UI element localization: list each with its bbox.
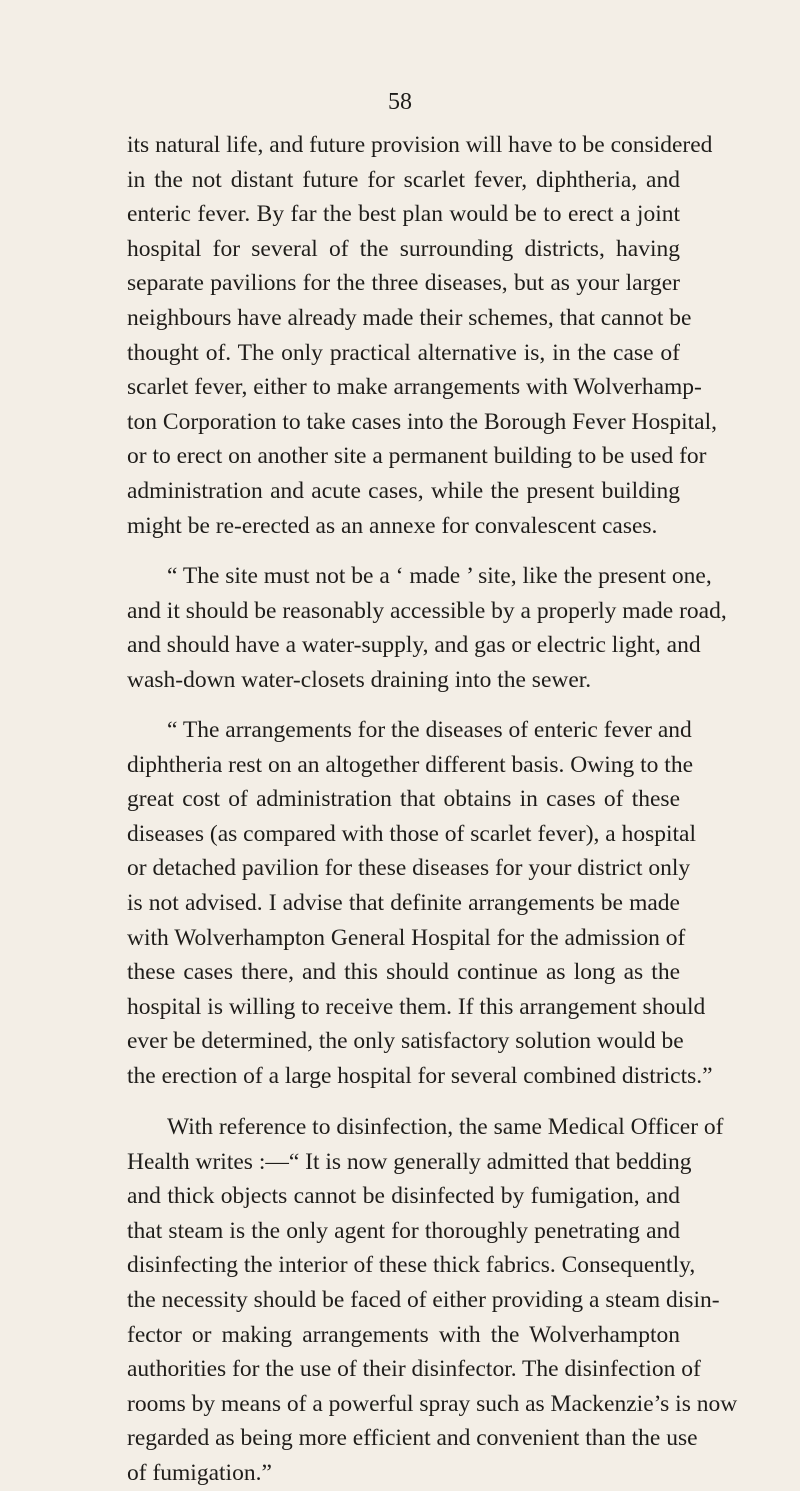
- text-line: Health writes :—“ It is now generally admitted that bedding: [127, 1148, 692, 1175]
- paragraph-2: [127, 559, 727, 697]
- text-line: fector or making arrangements with the Wolverhampton: [127, 1321, 680, 1348]
- text-line: regarded as being more efficient and convenient than the use: [127, 1425, 698, 1452]
- text-line: these cases there, and this should continue as long as the: [127, 959, 680, 986]
- text-line: diseases (as compared with those of scarlet fever), a hospital: [127, 820, 697, 847]
- text-line: separate pavilions for the three diseases, but as your larger: [127, 270, 680, 297]
- text-line: of fumigation.”: [127, 1459, 272, 1486]
- text-line: and it should be reasonably accessible by a properly made road,: [127, 597, 727, 624]
- page-number: 58: [388, 89, 412, 115]
- text-line: or detached pavilion for these diseases for your district only: [127, 855, 691, 882]
- text-line: authorities for the use of their disinfector. The disinfection of: [127, 1356, 701, 1383]
- text-line: ton Corporation to take cases into the Borough Fever Hospital,: [127, 408, 718, 435]
- text-line: “ The site must not be a ‘ made ’ site, like the present one,: [167, 563, 712, 589]
- text-line: wash-down water-closets draining into the sewer.: [127, 666, 592, 693]
- text-line: great cost of administration that obtains in cases of these: [127, 786, 680, 813]
- text-line: enteric fever. By far the best plan would be to erect a joint: [127, 201, 680, 228]
- text-line: might be re-erected as an annexe for convalescent cases.: [127, 512, 658, 539]
- text-line: that steam is the only agent for thoroughly penetrating and: [127, 1217, 680, 1244]
- text-line: and thick objects cannot be disinfected by fumigation, and: [127, 1183, 680, 1210]
- text-line: is not advised. I advise that definite arrangements be made: [127, 889, 680, 916]
- text-line: ever be determined, the only satisfactory solution would be: [127, 1028, 684, 1055]
- paragraph-1: [127, 128, 718, 543]
- text-line: or to erect on another site a permanent building to be used for: [127, 443, 707, 470]
- text-line: rooms by means of a powerful spray such as Mackenzie’s is now: [127, 1390, 738, 1417]
- text-line: with Wolverhampton General Hospital for the admission of: [127, 924, 686, 951]
- text-line: thought of. The only practical alternative is, in the case of: [127, 339, 680, 366]
- text-line: neighbours have already made their schemes, that cannot be: [127, 304, 692, 331]
- text-line: in the not distant future for scarlet fever, diphtheria, and: [127, 166, 680, 193]
- text-line: hospital for several of the surrounding districts, having: [127, 235, 680, 262]
- text-line: the necessity should be faced of either providing a steam disin-: [127, 1286, 720, 1313]
- text-line: its natural life, and future provision will have to be considered: [127, 132, 713, 158]
- text-line: diphtheria rest on an altogether different basis. Owing to the: [127, 751, 694, 778]
- text-line: With reference to disinfection, the same Medical Officer of: [167, 1114, 724, 1140]
- text-line: hospital is willing to receive them. If this arrangement should: [127, 993, 706, 1020]
- paragraph-4: [127, 1110, 738, 1491]
- text-line: and should have a water-supply, and gas or electric light, and: [127, 632, 701, 659]
- text-line: disinfecting the interior of these thick fabrics. Consequently,: [127, 1252, 696, 1279]
- text-line: scarlet fever, either to make arrangements with Wolverhamp-: [127, 374, 702, 401]
- text-line: administration and acute cases, while the present building: [127, 477, 680, 504]
- paragraph-3: [127, 713, 713, 1094]
- text-line: “ The arrangements for the diseases of enteric fever and: [167, 717, 692, 743]
- text-line: the erection of a large hospital for several combined districts.”: [127, 1062, 713, 1089]
